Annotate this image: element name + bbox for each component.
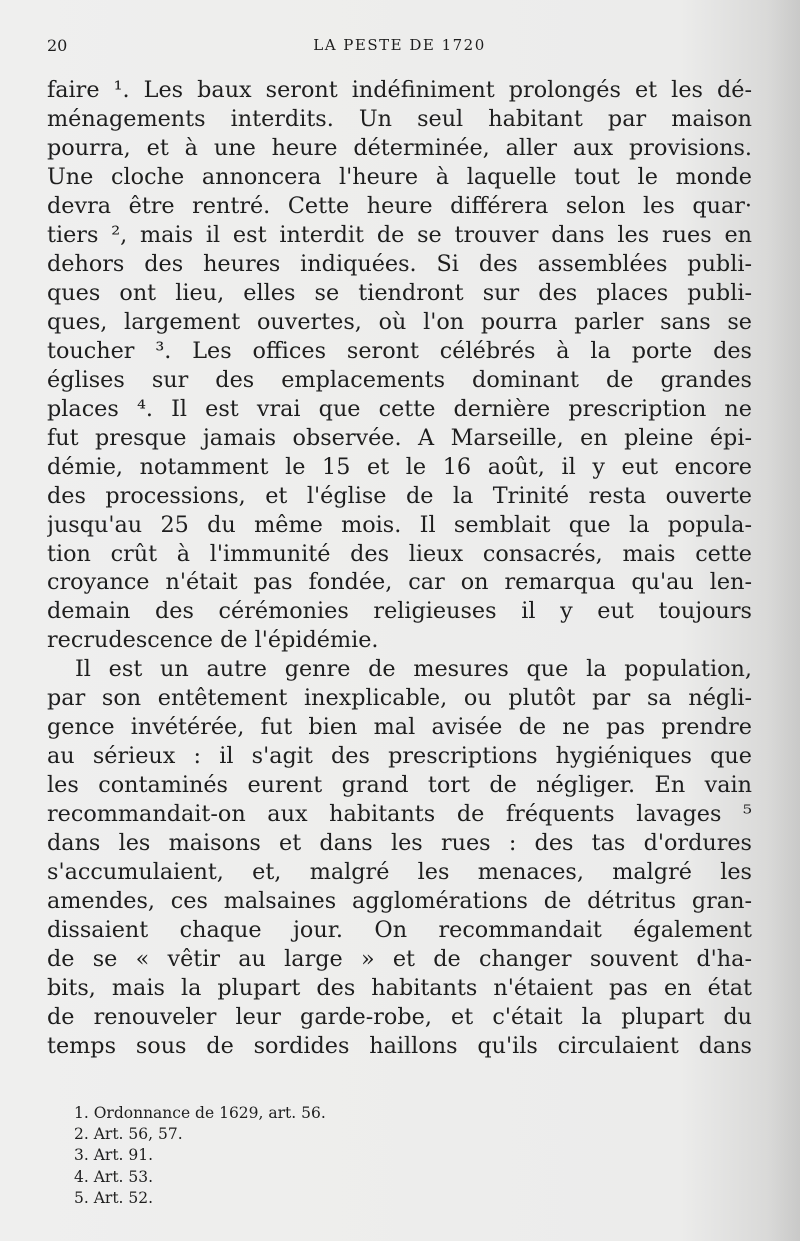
text-line: les contaminés eurent grand tort de négliger. En vain	[47, 772, 752, 799]
text-line: devra être rentré. Cette heure différera selon les quar·	[47, 192, 752, 219]
footnote: 2. Art. 56, 57.	[74, 1125, 183, 1144]
text-line: demain des cérémonies religieuses il y eut toujours	[47, 598, 752, 625]
text-line: temps sous de sordides haillons qu'ils circulaient dans	[47, 1032, 752, 1059]
text-line: au sérieux : il s'agit des prescriptions hygiéniques que	[47, 743, 752, 770]
text-line: par son entêtement inexplicable, ou plutôt par sa négli-	[47, 685, 752, 712]
text-line: recommandait-on aux habitants de fréquents lavages ⁵	[47, 801, 752, 828]
footnote: 3. Art. 91.	[74, 1146, 154, 1165]
text-line: dissaient chaque jour. On recommandait également	[47, 917, 752, 944]
text-line: jusqu'au 25 du même mois. Il semblait que la popula-	[47, 511, 752, 538]
text-line: places ⁴. Il est vrai que cette dernière prescription ne	[47, 395, 752, 422]
body-text	[47, 76, 752, 1061]
page-header	[47, 36, 752, 58]
running-title: LA PESTE DE 1720	[313, 36, 486, 54]
text-line: Il est un autre genre de mesures que la population,	[75, 656, 752, 683]
text-line: Une cloche annoncera l'heure à laquelle tout le monde	[47, 163, 752, 190]
text-line: s'accumulaient, et, malgré les menaces, malgré les	[47, 859, 752, 886]
footnotes	[74, 1103, 494, 1209]
text-line: dans les maisons et dans les rues : des tas d'ordures	[47, 830, 752, 857]
text-line: des processions, et l'église de la Trinité resta ouverte	[47, 482, 752, 509]
text-line: gence invétérée, fut bien mal avisée de ne pas prendre	[47, 714, 752, 741]
text-line: faire ¹. Les baux seront indéfiniment prolongés et les dé-	[47, 77, 752, 103]
text-line: de renouveler leur garde-robe, et c'était la plupart du	[47, 1004, 752, 1030]
text-line: démie, notamment le 15 et le 16 août, il y eut encore	[47, 453, 752, 480]
text-line: amendes, ces malsaines agglomérations de détritus gran-	[47, 888, 752, 915]
page-number: 20	[47, 36, 68, 55]
text-line: recrudescence de l'épidémie.	[47, 627, 379, 654]
text-line: ménagements interdits. Un seul habitant par maison	[47, 105, 752, 132]
text-line: ques, largement ouvertes, où l'on pourra parler sans se	[47, 308, 752, 335]
footnote: 4. Art. 53.	[74, 1167, 154, 1186]
text-line: fut presque jamais observée. A Marseille, en pleine épi-	[47, 424, 752, 451]
text-line: croyance n'était pas fondée, car on remarqua qu'au len-	[47, 569, 752, 596]
text-line: tion crût à l'immunité des lieux consacrés, mais cette	[47, 540, 752, 567]
text-line: églises sur des emplacements dominant de grandes	[47, 366, 752, 393]
text-line: bits, mais la plupart des habitants n'étaient pas en état	[47, 975, 752, 1002]
text-line: ques ont lieu, elles se tiendront sur des places publi-	[47, 279, 752, 306]
text-line: pourra, et à une heure déterminée, aller aux provisions.	[47, 134, 752, 161]
text-line: dehors des heures indiquées. Si des assemblées publi-	[47, 250, 752, 277]
footnote: 1. Ordonnance de 1629, art. 56.	[74, 1104, 326, 1122]
text-line: toucher ³. Les offices seront célébrés à la porte des	[47, 337, 752, 364]
text-line: de se « vêtir au large » et de changer souvent d'ha-	[47, 946, 752, 973]
footnote: 5. Art. 52.	[74, 1188, 154, 1207]
text-line: tiers ², mais il est interdit de se trouver dans les rues en	[47, 221, 752, 248]
